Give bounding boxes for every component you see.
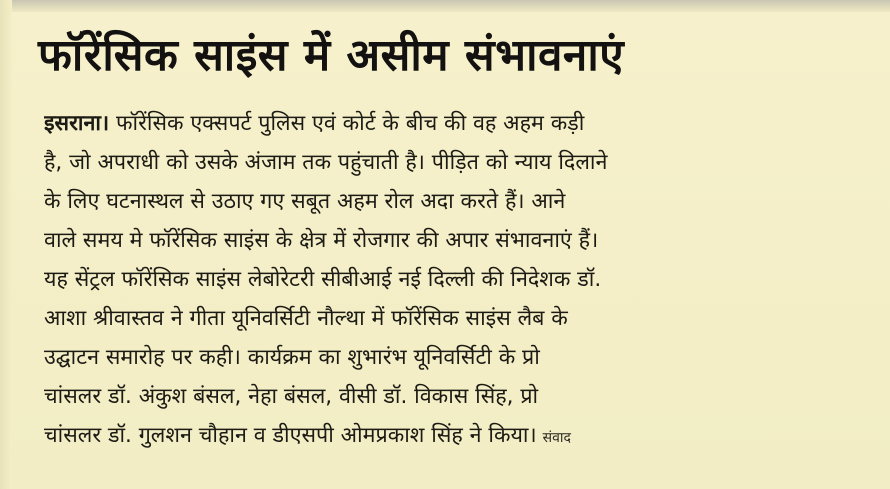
body-line-2: है, जो अपराधी को उसके अंजाम तक पहुंचाती है। पीड़ित को न्याय दिलाने (44, 150, 608, 175)
body-line-8: चांसलर डॉ. अंकुश बंसल, नेहा बंसल, वीसी डॉ. विकास सिंह, प्रो (44, 384, 539, 409)
article-credit: संवाद (542, 430, 571, 446)
article-dateline: इसराना। (44, 111, 110, 136)
article-body (44, 104, 870, 455)
scan-left-edge (0, 0, 12, 489)
body-line-9 (44, 416, 870, 455)
body-line-3: के लिए घटनास्थल से उठाए गए सबूत अहम रोल अदा करते हैं। आने (44, 189, 566, 214)
body-line-1 (44, 104, 870, 143)
scan-top-edge (0, 0, 890, 12)
body-line-4: वाले समय मे फॉरेंसिक साइंस के क्षेत्र में रोजगार की अपार संभावनाएं हैं। (44, 228, 599, 253)
body-line-7: उद्घाटन समारोह पर कही। कार्यक्रम का शुभारंभ यूनिवर्सिटी के प्रो (44, 345, 540, 370)
body-line-1-text: फॉरेंसिक एक्सपर्ट पुलिस एवं कोर्ट के बीच की वह अहम कड़ी (109, 111, 585, 136)
article-headline: फॉरेंसिक साइंस में असीम संभावनाएं (38, 30, 625, 81)
body-line-5: यह सेंट्रल फॉरेंसिक साइंस लेबोरेटरी सीबीआई नई दिल्ली की निदेशक डॉ. (44, 267, 602, 292)
body-line-9-text: चांसलर डॉ. गुलशन चौहान व डीएसपी ओमप्रकाश सिंह ने किया। (44, 423, 537, 448)
body-line-6: आशा श्रीवास्तव ने गीता यूनिवर्सिटी नौल्था में फॉरेंसिक साइंस लैब के (44, 306, 568, 331)
